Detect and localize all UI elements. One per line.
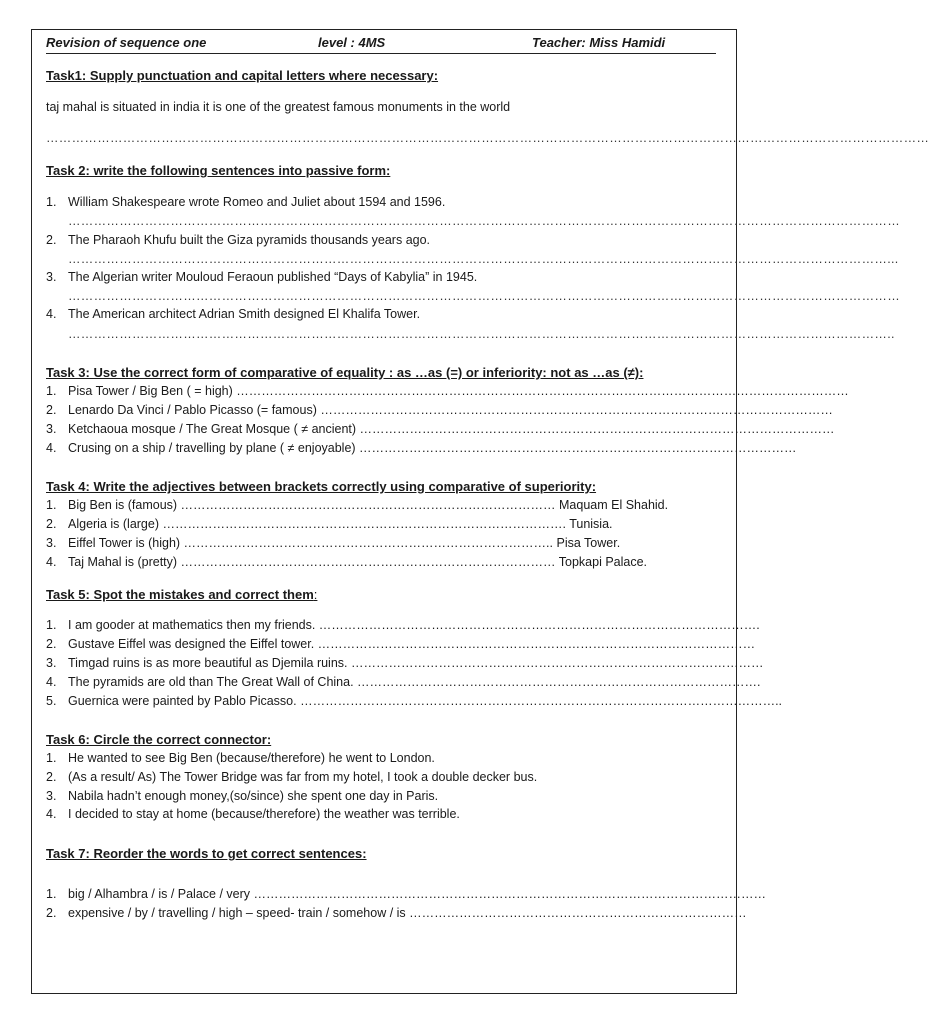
task2-item-text: The Pharaoh Khufu built the Giza pyramids thousands years ago. <box>68 233 431 247</box>
task2-answer-line: …………………………………………………………………………………………………………………………………………………………………………… <box>68 289 900 303</box>
task6-item-number: 4. <box>46 807 57 821</box>
task5-item-number: 1. <box>46 618 57 632</box>
task6-item-number: 3. <box>46 789 57 803</box>
task5-item-number: 5. <box>46 694 57 708</box>
task3-item-number: 1. <box>46 384 57 398</box>
task6-item-text: Nabila hadn’t enough money,(so/since) she spent one day in Paris. <box>68 789 439 803</box>
task3-item-number: 3. <box>46 422 57 436</box>
task4-title: Task 4: Write the adjectives between brackets correctly using comparative of superiority: <box>46 479 597 494</box>
task5-item-text: The pyramids are old than The Great Wall of China. ……………………………………………………………………………………. <box>68 675 761 689</box>
task2-answer-line: ………………………………………………………………………………………………………………………………………………………………………….. <box>68 327 895 341</box>
task5-item-text: Gustave Eiffel was designed the Eiffel tower. …………………………………………………………………………………………… <box>68 637 756 651</box>
task4-item-text: Eiffel Tower is (high) …………………………………………………………………………….. Pisa Tower. <box>68 536 621 550</box>
task1-sentence: taj mahal is situated in india it is one of the greatest famous monuments in the world <box>46 100 511 114</box>
task4-item-text: Taj Mahal is (pretty) ……………………………………………………………………………… Topkapi Palace. <box>68 555 648 569</box>
task3-item-number: 2. <box>46 403 57 417</box>
task5-item-number: 3. <box>46 656 57 670</box>
task6-item-text: He wanted to see Big Ben (because/therefore) he went to London. <box>68 751 435 765</box>
task5-title-text: Task 5: Spot the mistakes and correct them <box>46 587 314 602</box>
task2-item-text: William Shakespeare wrote Romeo and Juliet about 1594 and 1596. <box>68 195 446 209</box>
task3-item-text: Crusing on a ship / travelling by plane ( ≠ enjoyable) …………………………………………………………………………………………… <box>68 441 797 455</box>
task4-item-number: 2. <box>46 517 57 531</box>
task5-title <box>46 587 317 602</box>
task2-title: Task 2: write the following sentences into passive form: <box>46 163 391 178</box>
task2-answer-line: …………………………………………………………………………………………………………………………………………………………………………... <box>68 252 899 266</box>
header-level: level : 4MS <box>318 35 386 50</box>
task5-title-colon: : <box>313 587 318 602</box>
task1-title: Task1: Supply punctuation and capital letters where necessary: <box>46 68 439 83</box>
task2-item-number: 3. <box>46 270 57 284</box>
task6-item-number: 1. <box>46 751 57 765</box>
task4-item-number: 1. <box>46 498 57 512</box>
task4-item-text: Algeria is (large) ……………………………………………………………………………………. Tunisia. <box>68 517 613 531</box>
header-teacher: Teacher: Miss Hamidi <box>532 35 666 50</box>
task7-title: Task 7: Reorder the words to get correct sentences: <box>46 846 367 861</box>
task5-item-text: Timgad ruins is as more beautiful as Djemila ruins. ……………………………………………………………………………………… <box>68 656 764 670</box>
task3-item-text: Ketchaoua mosque / The Great Mosque ( ≠ ancient) …………………………………………………………………………………………………… <box>68 422 835 436</box>
task6-title: Task 6: Circle the correct connector: <box>46 732 272 747</box>
task2-item-number: 4. <box>46 307 57 321</box>
task5-item-number: 2. <box>46 637 57 651</box>
task6-item-text: I decided to stay at home (because/therefore) the weather was terrible. <box>68 807 460 821</box>
task4-item-number: 3. <box>46 536 57 550</box>
task4-item-number: 4. <box>46 555 57 569</box>
task2-answer-line: …………………………………………………………………………………………………………………………………………………………………………… <box>68 214 900 228</box>
task1-answer-line: ……………………………………………………………………………………………………………………………………………………………………………………… <box>46 131 929 145</box>
task4-item-text: Big Ben is (famous) ……………………………………………………………………………… Maquam El Shahid. <box>68 498 669 512</box>
worksheet-header <box>46 35 716 54</box>
task2-item-text: The American architect Adrian Smith designed El Khalifa Tower. <box>68 307 421 321</box>
task3-title: Task 3: Use the correct form of comparative of equality : as …as (=) or inferiority: not as …as (≠): <box>46 365 644 380</box>
task7-item-text: expensive / by / travelling / high – speed- train / somehow / is ……………………………………………………………………… <box>68 906 747 920</box>
task3-item-number: 4. <box>46 441 57 455</box>
task5-item-text: I am gooder at mathematics then my friends. ……………………………………………………………………………………………. <box>68 618 760 632</box>
task2-item-number: 1. <box>46 195 57 209</box>
task7-item-number: 2. <box>46 906 57 920</box>
task3-item-text: Pisa Tower / Big Ben ( = high) ………………………………………………………………………………………………………………………………… <box>68 384 849 398</box>
task6-item-text: (As a result/ As) The Tower Bridge was far from my hotel, I took a double decker bus. <box>68 770 538 784</box>
task5-item-text: Guernica were painted by Pablo Picasso. …………………………………………………………………………………………………….. <box>68 694 783 708</box>
task7-item-number: 1. <box>46 887 57 901</box>
task2-item-number: 2. <box>46 233 57 247</box>
task5-item-number: 4. <box>46 675 57 689</box>
header-revision: Revision of sequence one <box>46 35 207 50</box>
task7-item-text: big / Alhambra / is / Palace / very …………………………………………………………………………………………………………… <box>68 887 766 901</box>
task3-item-text: Lenardo Da Vinci / Pablo Picasso (= famous) …………………………………………………………………………………………………………… <box>68 403 833 417</box>
task6-item-number: 2. <box>46 770 57 784</box>
task2-item-text: The Algerian writer Mouloud Feraoun published “Days of Kabylia” in 1945. <box>68 270 478 284</box>
